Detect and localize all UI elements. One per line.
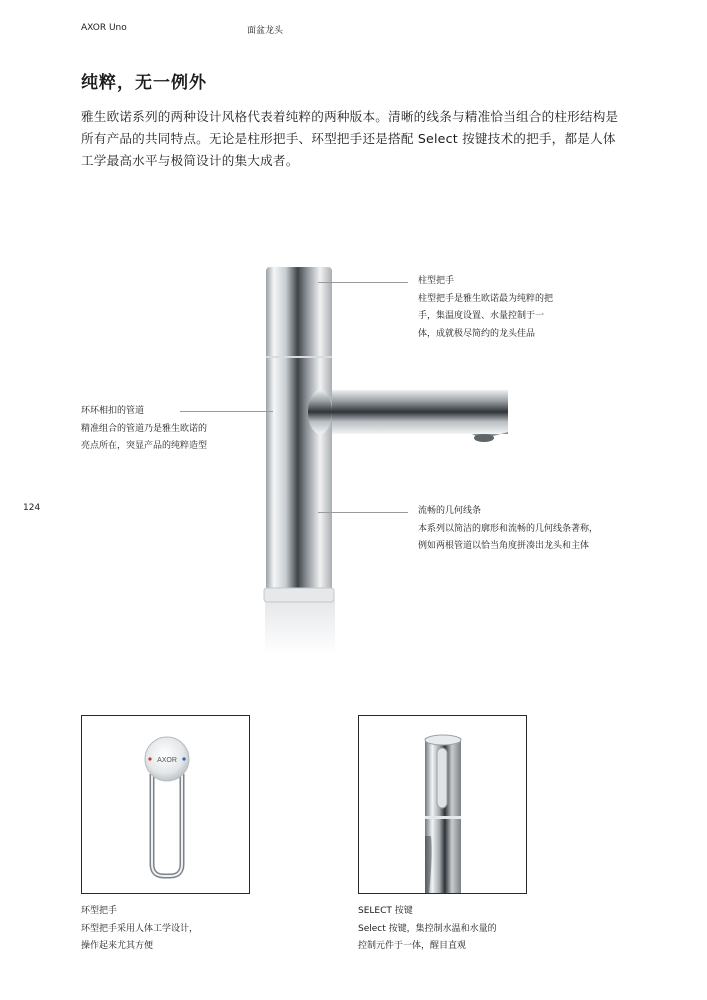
leader-line	[318, 282, 408, 283]
annotation-handle	[418, 273, 608, 343]
loop-handle-image	[82, 716, 249, 893]
section-label: 面盆龙头	[247, 26, 284, 36]
annotation-title: 流畅的几何线条	[418, 506, 482, 516]
brand-label: AXOR Uno	[81, 23, 127, 33]
card-line: 操作起来尤其方便	[81, 941, 154, 951]
annotation-line: 柱型把手是雅生欧诺最为纯粹的把	[418, 293, 554, 304]
select-button-caption	[358, 903, 588, 956]
leader-line	[318, 512, 408, 513]
card-line: Select 按键，集控制水温和水量的	[358, 923, 497, 934]
annotation-lines	[418, 503, 668, 556]
card-title: 环型把手	[81, 906, 118, 916]
annotation-line: 例如两根管道以恰当角度拼凑出龙头和主体	[418, 541, 590, 551]
page-title: 纯粹，无一例外	[81, 73, 207, 93]
page-number: 124	[23, 503, 41, 513]
card-line: 环型把手采用人体工学设计，	[81, 923, 199, 934]
loop-handle-caption	[81, 903, 281, 956]
annotation-title: 环环相扣的管道	[81, 406, 145, 416]
select-button-image	[359, 716, 526, 893]
axor-logo: AXOR	[157, 757, 177, 764]
select-button-card	[358, 715, 527, 894]
annotation-line: 本系列以简洁的廓形和流畅的几何线条著称，	[418, 523, 599, 534]
annotation-line: 精准组合的管道乃是雅生欧诺的	[81, 423, 208, 434]
annotation-line: 手，集温度设置、水量控制于一	[418, 311, 545, 321]
annotation-line: 体，成就极尽简约的龙头佳品	[418, 328, 536, 339]
loop-handle-card	[81, 715, 250, 894]
intro-paragraph: 雅生欧诺系列的两种设计风格代表着纯粹的两种版本。清晰的线条与精准恰当组合的柱形结构是所有产品的共同特点。无论是柱形把手、环型把手还是搭配 Select 按键技术的把手，都是人体工学最高水平与极简设计的集大成者。	[81, 109, 619, 168]
annotation-title: 柱型把手	[418, 276, 455, 286]
annotation-pipes	[81, 403, 281, 456]
annotation-line: 亮点所在，突显产品的纯粹造型	[81, 441, 208, 451]
card-title: SELECT 按键	[358, 906, 413, 916]
card-line: 控制元件于一体，醒目直观	[358, 941, 467, 951]
